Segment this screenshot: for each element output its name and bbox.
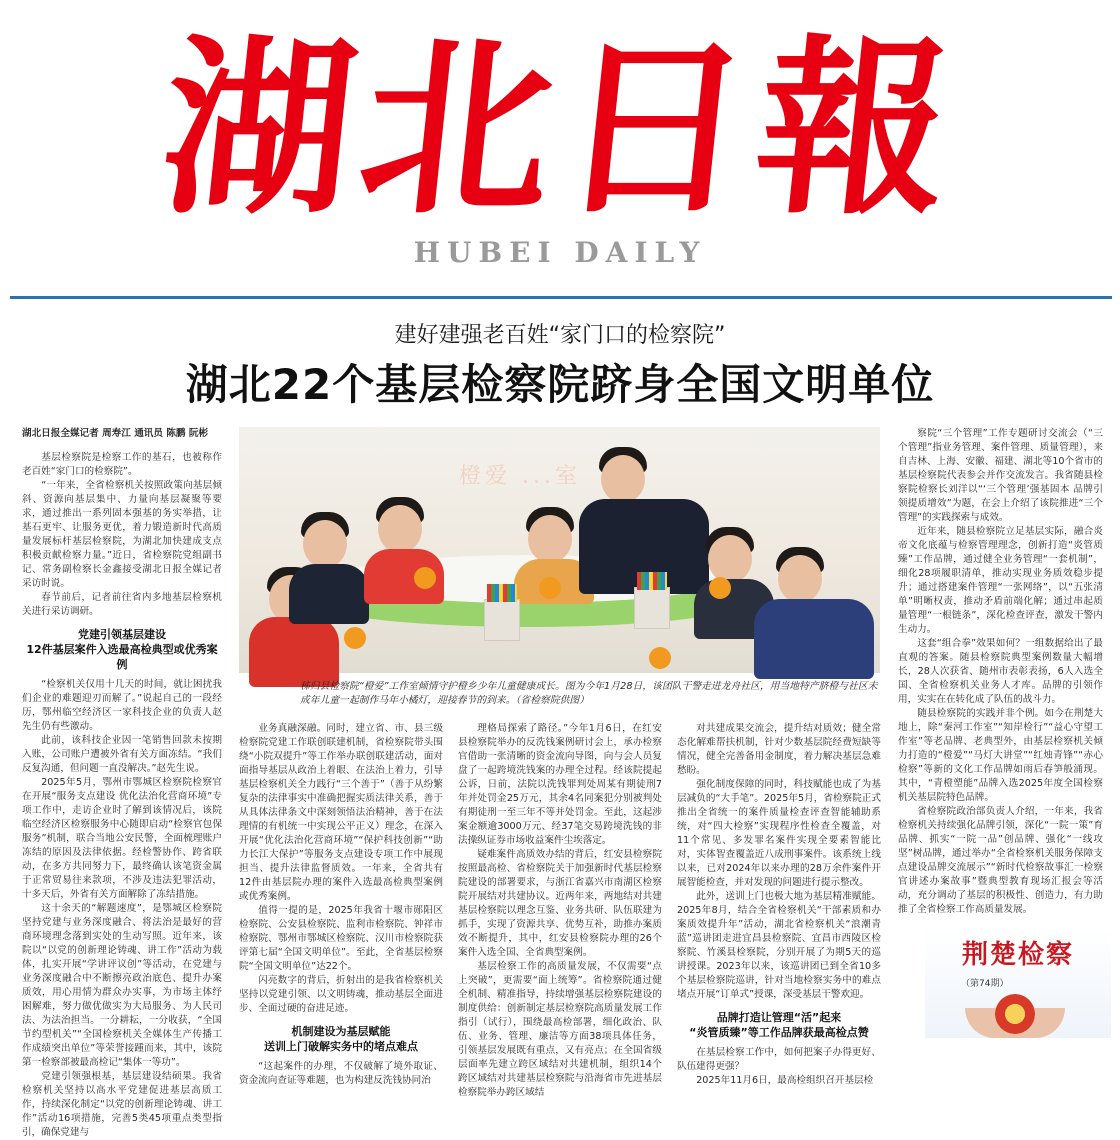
article-paragraph: “一年来，全省检察机关按照政策向基层倾斜、资源向基层集中、力量向基层凝聚等要求，通过推出一系列固本强基的务实举措，让基石更牢、让服务更优，着力锻造新时代高质量发展标杆基层检察院，为湖北加快建成支点积极贡献检察力量。”近日，省检察院党组副书记、常务副检察长金鑫接受湖北日报全媒记者采访时说。 <box>22 480 222 589</box>
column-4-paragraphs <box>677 722 881 1002</box>
article-paragraph: 闪亮数字的背后，折射出的是我省检察机关坚持以党建引领、以文明铸魂，推动基层全面进步、全面过硬的奋进足迹。 <box>239 975 443 1014</box>
column-4b-paragraphs <box>677 1046 881 1088</box>
subhead-1 <box>22 627 222 672</box>
column-1b-paragraphs <box>22 678 222 1140</box>
article-paragraph: 近年来，随县检察院立足基层实际，融合炎帝文化底蕴与检察管理理念，创新打造“炎管质臻”工作品牌，通过健全业务管理“一套机制”，细化28项履职清单，推动实现业务质效稳步提升；通过搭建案件管理“一张网络”，以“五张清单”明晰权责，推动矛盾前端化解；通过串起质量管理“一根链条”，深化检查评查，激发干警内生动力。 <box>898 526 1103 635</box>
article-paragraph: 强化制度保障的同时，科技赋能也成了为基层减负的“大手笔”。2025年5月，省检察院正式推出全省统一的案件质量检查评查智能辅助系统，对“四大检察”实现程序性检查全覆盖，对11个常见、多发罪名案件实现全要素智能比对，实体智查覆盖近八成刑事案件。该系统上线以来，已对2024年以来办理的28万余件案件开展智能检查，并对发现的问题进行提示整改。 <box>677 779 881 888</box>
article-paragraph: 此外，送训上门也极大地为基层精准赋能。2025年8月，结合全省检察机关“干部素质和办案质效提升年”活动，湖北省检察机关“浪潮青蓝”巡讲团走进宜昌县检察院、宜昌市西陵区检察院、竹溪县检察院，分别开展了为期5天的巡讲授课。2023年以来，该巡讲团已到全省10多个基层检察院巡讲，针对当地检察实务中的难点堵点开展“订单式”授课，深受基层干警欢迎。 <box>677 891 881 1000</box>
subhead-2-line-2: 送训上门破解实务中的堵点难点 <box>264 1040 418 1053</box>
column-4 <box>677 722 881 1086</box>
article-paragraph: 这十余天的“解题速度”，是鄂城区检察院坚持党建与业务深度融合、将法治是最好的营商环境理念落到实处的生动写照。近年来，该院以“以党的创新理论铸魂、讲工作”活动为载体，扎实开展“学讲评议创”等活动，在党建与业务深度融合中不断擦亮政治底色、提升办案质效，用心用情为群众办实事，为市场主体纾困解难，努力做优做实为大局服务、为人民司法、为法治担当。一分耕耘，一分收获，“全国节约型机关”“全国检察机关全媒体生产传播工作成绩突出单位”等荣誉接踵而来，其中，该院第一检察部被最高检记“集体一等功”。 <box>22 903 222 1068</box>
article-kicker: 建好建强老百姓“家门口的检察院” <box>394 323 726 348</box>
article-paragraph: 随县检察院的实践并非个例。如今在荆楚大地上，除“秦河工作室”“知岸检行”“益心守望工作室”等老品牌、老典型外，由基层检察机关倾力打造的“橙爱”“马灯大讲堂”“红烛青锋”“赤心检察”等新的文化工作品牌如雨后春笋般涌现。其中，“青橙塑能”品牌入选2025年度全国检察机关基层院特色品牌。 <box>898 708 1103 803</box>
photo-caption: 秭归县检察院“橙爱”工作室倾情守护橙乡少年儿童健康成长。图为今年1月28日，该团队干警走进龙舟社区，用当地特产脐橙与社区未成年儿童一起制作马年小橘灯，迎接春节的到来。（省检察院供图） <box>300 681 878 706</box>
article-byline: 湖北日报全媒记者 周寿江 通讯员 陈鹏 阮彬 <box>22 428 209 439</box>
article-paragraph: 省检察院政治部负责人介绍，一年来，我省检察机关持续强化品牌引领，深化“一院一策”育品牌、抓实“一院一品”创品牌、强化“一线攻坚”树品牌，通过举办“全省检察机关服务保障支点建设品牌交流展示”“新时代检察故事汇一检察官讲述办案故事”暨典型教育现场汇报会等活动，充分调动了基层的积极性、创造力，有力助推了全省检察工作高质量发展。 <box>898 806 1103 915</box>
badge-issue: （第74期） <box>961 979 1009 989</box>
article-paragraph: 2025年11月6日，最高检组织召开基层检 <box>696 1075 874 1086</box>
photo-orange <box>649 647 671 669</box>
badge-title: 荆楚检察 <box>961 940 1074 970</box>
column-badge <box>925 928 1111 1038</box>
masthead-rule <box>10 296 1112 299</box>
photo-orange <box>344 627 366 649</box>
column-5-paragraphs <box>898 427 1103 917</box>
photo-orange <box>414 567 436 589</box>
article-paragraph: 值得一提的是，2025年我省十堰市郧阳区检察院、公安县检察院、监利市检察院、钟祥市检察院、鄂州市鄂城区检察院、汉川市检察院获评第七届“全国文明单位”。至此，全省基层检察院“全国文明单位”达22个。 <box>239 905 443 972</box>
photo-orange <box>539 577 561 599</box>
masthead-logo: 湖北日報 <box>152 17 968 240</box>
subhead-3-line-1: 品牌打造让管理“活”起来 <box>716 1011 842 1024</box>
article-paragraph: 在基层检察工作中，如何把案子办得更好、队伍建得更强？ <box>677 1047 881 1072</box>
article-paragraph: 2025年5月，鄂州市鄂城区检察院检察官在开展“服务支点建设 优化法治化营商环境”专项工作中，走访企业时了解到该情况后，该院临空经济区检察服务中心随即启动“检察官包保服务”机制，联合当地公安民警，全面梳理账户冻结的原因及法律依据。经检警协作、跨省联动，在多方共同努力下，最终确认该笔资金属于正常贸易往来款项，不涉及违法犯罪活动，十多天后，外省有关方面解除了冻结措施。 <box>22 777 222 900</box>
column-3-paragraphs <box>458 722 662 1100</box>
column-1-paragraphs <box>22 451 222 619</box>
article-paragraph: 春节前后，记者前往省内多地基层检察机关进行采访调研。 <box>22 592 222 617</box>
article-paragraph: 理格局探索了路径。”今年1月6日，在红安县检察院举办的反洗钱案例研讨会上，承办检察官借助一张清晰的资金流向导图，向与会人员复盘了一起跨境洗钱案的办理全过程。经该院提起公诉，日前，法院以洗钱罪判处周某有期徒刑7年并处罚金25万元，其余4名同案犯分别被判处有期徒刑一至三年不等并处罚金。至此，这起涉案金额逾3000万元、经37笔交易跨境洗钱的非法操纵证券市场收益案件尘埃落定。 <box>458 723 662 846</box>
subhead-1-line-2: 12件基层案件入选最高检典型或优秀案例 <box>26 643 218 671</box>
article-paragraph: “这起案件的办理，不仅破解了境外取证、资金流向查证等难题，也为构建反洗钱协同治 <box>239 1061 443 1086</box>
photo-pencil-cup <box>634 587 670 629</box>
column-2 <box>239 722 443 1086</box>
article-paragraph: 基层检察院是检察工作的基石，也被称作老百姓“家门口的检察院”。 <box>22 452 222 477</box>
article-paragraph: 基层检察工作的高质量发展，不仅需要“点上突破”，更需要“面上统筹”。省检察院通过健全机制、精准指导，持续增强基层检察院建设的制度供给：创新制定基层检察院高质量发展工作指引（试行），围绕最高检部署，细化政治、队伍、业务、管理、廉洁等方面38项具体任务，引领基层发展既有重点，又有亮点；在全国省级层面率先建立跨区域结对共建机制，组织14个跨区域结对共建基层检察院与沿海省市先进基层检察院举办跨区域结 <box>458 961 662 1098</box>
photo-sign: 橙爱 ...室 <box>459 464 581 489</box>
article-paragraph: 察院“三个管理”工作专题研讨交流会（“三个管理”指业务管理、案件管理、质量管理），来自吉林、上海、安徽、福建、湖北等10个省市的基层检察院代表参会并作交流发言。我省随县检察院检察长刘洋以“‘三个管理’强基固本 品牌引领提质增效”为题，在会上介绍了该院推进“三个管理”的实践探索与成效。 <box>898 428 1103 523</box>
subhead-1-line-1: 党建引领基层建设 <box>78 628 166 641</box>
subhead-2 <box>239 1024 443 1054</box>
article-photo <box>239 427 880 673</box>
masthead <box>0 0 1120 300</box>
subhead-3-line-2: “炎管质臻”等工作品牌获最高检点赞 <box>689 1026 869 1039</box>
column-2b-paragraphs <box>239 1060 443 1088</box>
column-3 <box>458 722 662 1098</box>
article-paragraph: 此前，该科技企业因一笔销售回款未按期入账，公司账户遭被外省有关方面冻结。“我们反复沟通，但问题一直没解决。”赵先生说。 <box>22 735 222 774</box>
article-paragraph: 业务真融深融。同时，建立省、市、县三级检察院党建工作联创联建机制，省检察院带头围绕“小院双提升”等工作举办联创联建活动，面对面指导基层从政治上着眼、在法治上着力，引导基层检察机关全力践行“三个善于”（善于从纷繁复杂的法律事实中准确把握实质法律关系，善于从具体法律条文中深刻领悟法治精神，善于在法理情的有机统一中实现公平正义）理念，在深入开展“优化法治化营商环境”“保护科技创新”“助力长江大保护”等服务支点建设专项工作中展现担当、提升法律监督质效。一年来，全省共有12件由基层院办理的案件入选最高检典型案例或优秀案例。 <box>239 723 443 902</box>
masthead-english: HUBEI DAILY <box>413 236 707 269</box>
article-paragraph: “检察机关仅用十几天的时间，就让困扰我们企业的难题迎刃而解了。”说起自己的一段经历，鄂州临空经济区一家科技企业的负责人赵先生仍有些激动。 <box>22 679 222 732</box>
photo-pencil-cup <box>484 599 520 641</box>
procuratorate-emblem-icon <box>995 994 1035 1034</box>
column-5 <box>898 427 1103 917</box>
article-paragraph: 疑难案件高质效办结的背后，红安县检察院按照最高检、省检察院关于加强新时代基层检察院建设的部署要求，与浙江省嘉兴市南湖区检察院开展结对共建协议。近两年来，两地结对共建基层检察院以理念互鉴、业务共研、队伍联建为抓手，实现了资源共享、优势互补，助推办案质效不断提升，其中，红安县检察院办理的26个案件入选全国、全省典型案例。 <box>458 849 662 958</box>
article-headline: 湖北22个基层检察院跻身全国文明单位 <box>185 360 935 409</box>
column-2-paragraphs <box>239 722 443 1016</box>
article-paragraph: 党建引领强根基，基层建设结硕果。我省检察机关坚持以高水平党建促进基层高质工作，持续深化制定“以党的创新理论铸魂、讲工作”活动16项措施，完善5类45项重点类型指引，确保党建与 <box>22 1071 222 1138</box>
subhead-2-line-1: 机制建设为基层赋能 <box>291 1025 391 1038</box>
photo-orange <box>709 577 731 599</box>
column-1 <box>22 427 222 1138</box>
subhead-3 <box>677 1010 881 1040</box>
article-paragraph: 这套“组合拳”效果如何？一组数据给出了最直观的答案。随县检察院典型案例数量大幅增长，28人次获省、随州市表彰表扬，6人入选全国、全省检察机关业务人才库。品牌的引领作用，实实在在转化成了队伍的战斗力。 <box>898 638 1103 705</box>
article-paragraph: 对共建成果交流会，提升结对质效；健全常态化解难帮扶机制，针对少数基层院经费短缺等情况，健全完善备用金制度，着力解决基层急难愁盼。 <box>677 723 881 776</box>
